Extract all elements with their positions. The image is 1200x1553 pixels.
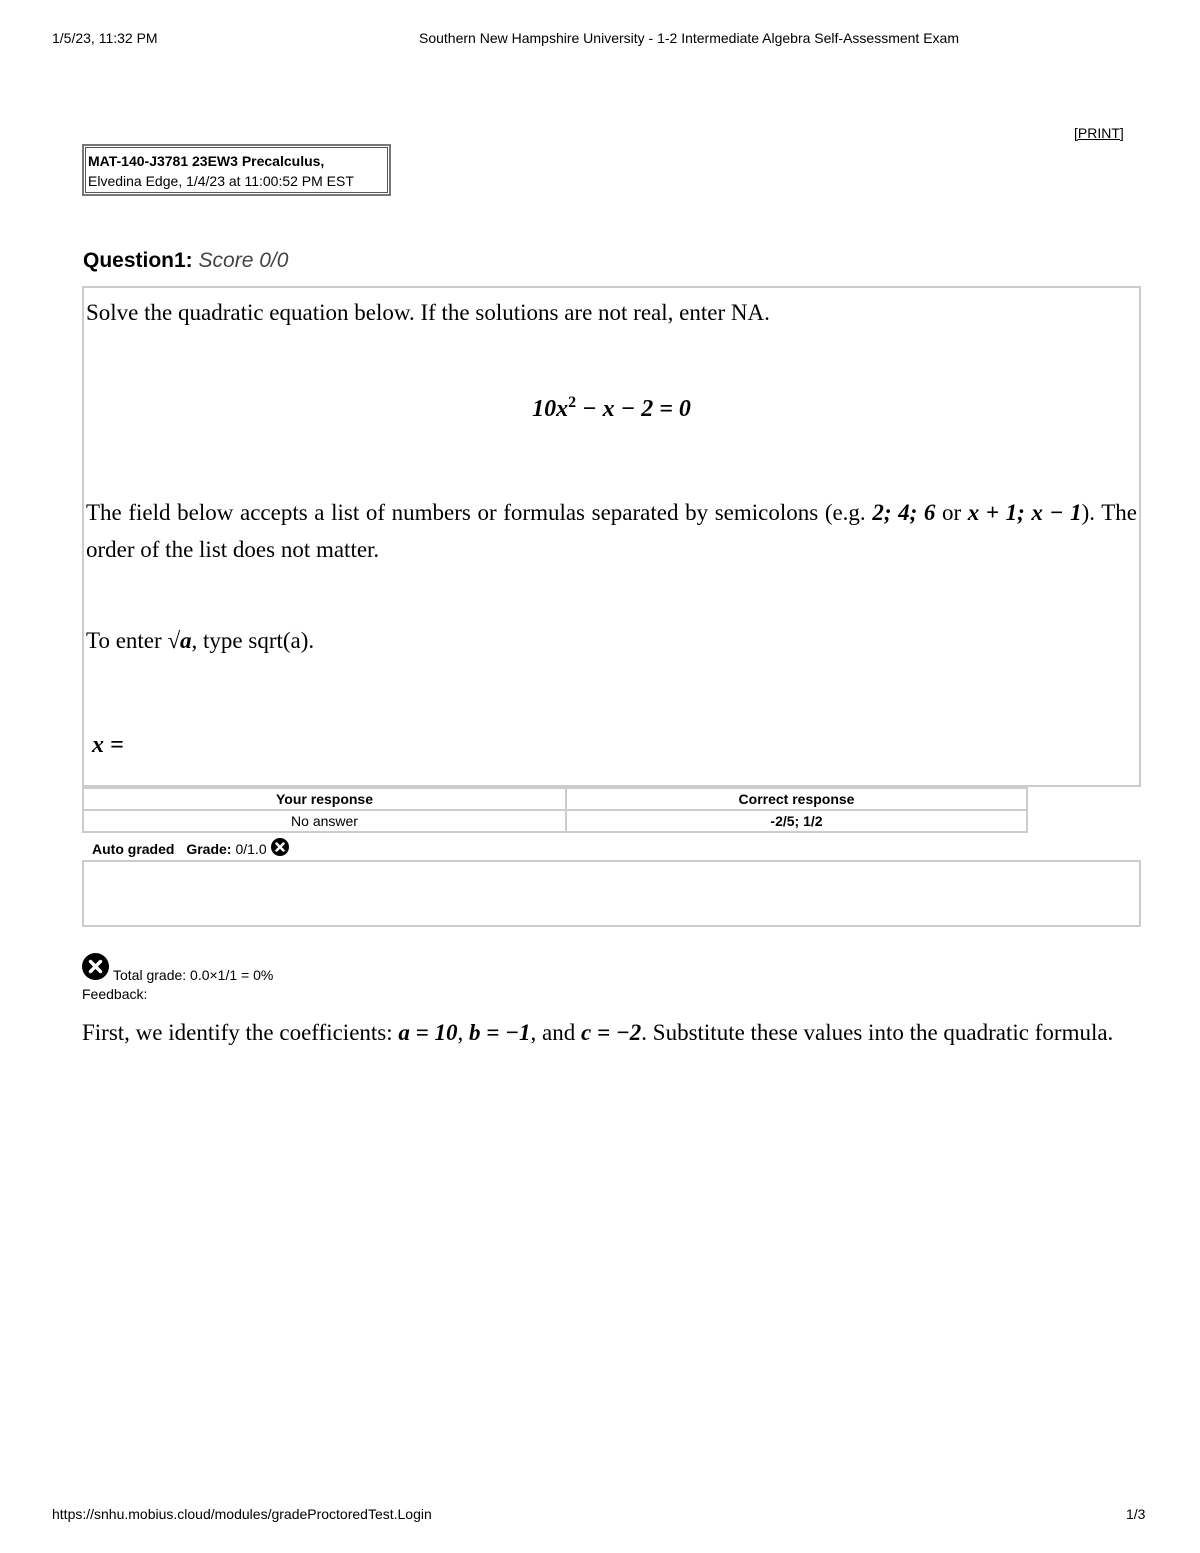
feedback-t3: , and: [530, 1020, 582, 1045]
coefficient-a: a = 10: [398, 1020, 458, 1045]
footer-page-number: 1/3: [1126, 1506, 1146, 1522]
feedback-label: Feedback:: [82, 986, 148, 1002]
print-link[interactable]: [PRINT]: [1074, 125, 1124, 141]
feedback-t2: ,: [457, 1020, 469, 1045]
student-attempt-info: Elvedina Edge, 1/4/23 at 11:00:52 PM EST: [88, 173, 354, 189]
print-page-title: Southern New Hampshire University - 1-2 Intermediate Algebra Self-Assessment Exam: [419, 30, 959, 46]
format-instructions: [86, 494, 1137, 568]
question-instruction: Solve the quadratic equation below. If the solutions are not real, enter NA.: [86, 300, 770, 325]
total-grade-text: Total grade: 0.0×1/1 = 0%: [113, 967, 274, 983]
feedback-t1: First, we identify the coefficients:: [82, 1020, 399, 1045]
format-example-1: 2; 4; 6: [872, 500, 936, 525]
feedback-t4: . Substitute these values into the quadratic formula.: [641, 1020, 1114, 1045]
coefficient-c: c = −2: [581, 1020, 642, 1045]
question-label: Question1:: [83, 249, 193, 272]
grade-value: 0/1.0: [235, 840, 267, 857]
equation-exponent: 2: [568, 394, 577, 411]
print-datetime: 1/5/23, 11:32 PM: [52, 30, 158, 46]
quadratic-equation: [84, 394, 1139, 423]
coefficient-b: b = −1: [469, 1020, 531, 1045]
sqrt-text-2: , type sqrt(a).: [191, 628, 315, 653]
question-heading: [83, 249, 288, 273]
correct-response-header: Correct response: [566, 788, 1027, 810]
your-response-header: Your response: [83, 788, 566, 810]
equation-rest: − x − 2 = 0: [576, 396, 691, 422]
equation-lhs: 10x: [532, 396, 569, 422]
grade-label: Grade:: [186, 840, 232, 857]
format-text-2: or: [935, 500, 968, 525]
question-score: Score 0/0: [198, 249, 289, 272]
feedback-text: [82, 1014, 1140, 1051]
sqrt-symbol: √a: [167, 628, 192, 653]
answer-label: x =: [92, 732, 124, 758]
format-example-2: x + 1; x − 1: [967, 500, 1082, 525]
grade-row: [92, 838, 289, 859]
total-incorrect-icon: [82, 953, 109, 983]
format-text-1: The field below accepts a list of numbers or formulas separated by semicolons (e.g.: [86, 500, 873, 525]
course-info-box: [82, 144, 391, 196]
auto-graded-label: Auto graded: [92, 840, 175, 857]
your-response-value: No answer: [83, 810, 566, 832]
sqrt-text-1: To enter: [86, 628, 168, 653]
total-grade-row: [82, 953, 273, 983]
question-box: [82, 286, 1141, 787]
format-text-3: ). The order of the list does not matter.: [86, 500, 1137, 562]
response-table: [82, 787, 1028, 833]
footer-url: https://snhu.mobius.cloud/modules/gradeProctoredTest.Login: [52, 1506, 432, 1522]
correct-response-value: -2/5; 1/2: [566, 810, 1027, 832]
comment-box: [82, 860, 1141, 927]
course-name: MAT-140-J3781 23EW3 Precalculus,: [88, 153, 325, 169]
incorrect-icon: [271, 838, 289, 859]
sqrt-instructions: [86, 628, 314, 654]
